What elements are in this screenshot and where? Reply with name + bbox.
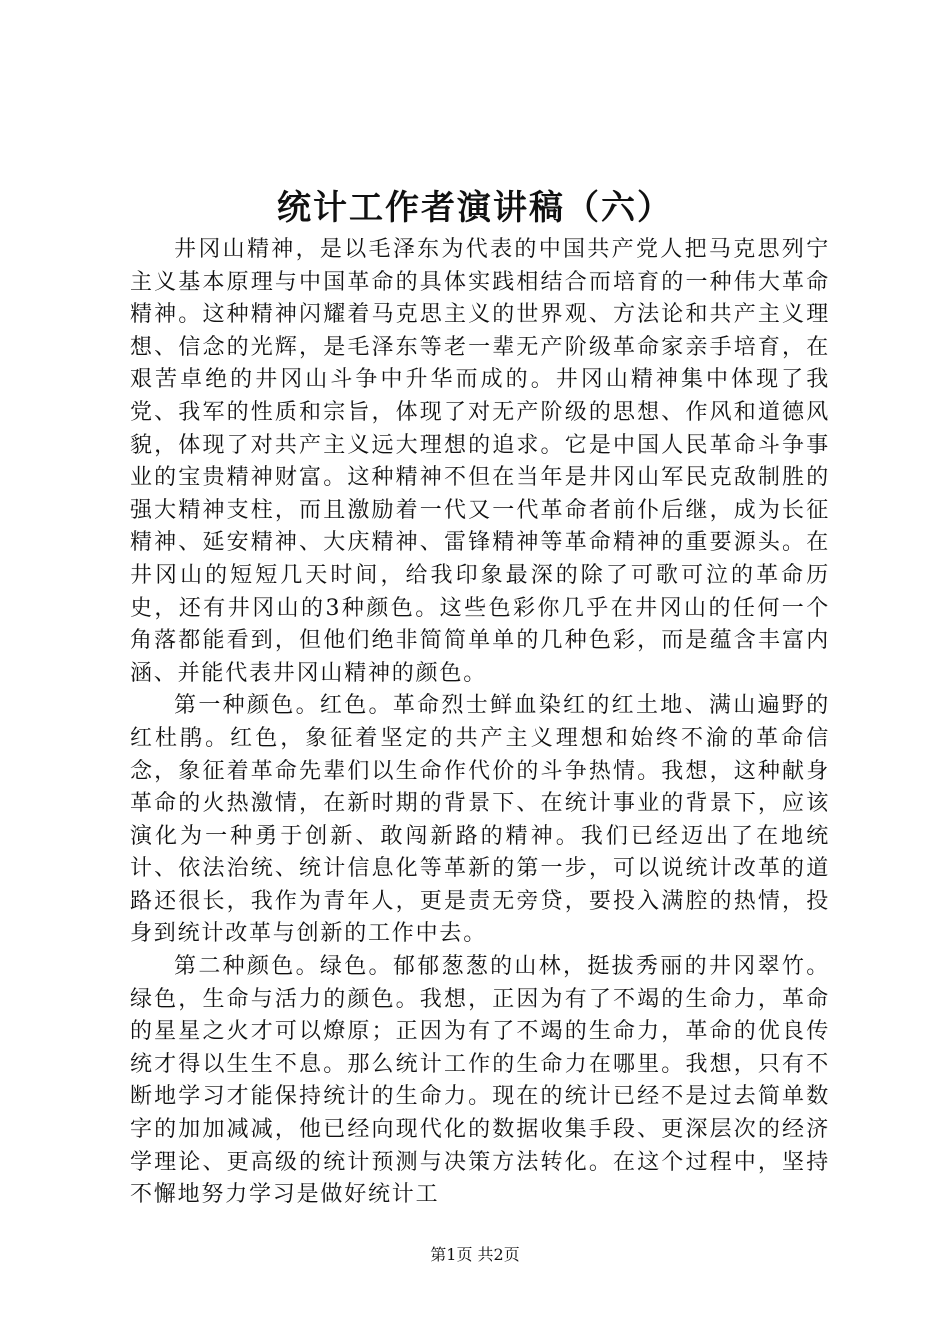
document-body xyxy=(130,234,830,1212)
paragraph: 井冈山精神，是以毛泽东为代表的中国共产党人把马克思列宁主义基本原理与中国革命的具体实践相结合而培育的一种伟大革命精神。这种精神闪耀着马克思主义的世界观、方法论和共产主义理想、信念的光辉，是毛泽东等老一辈无产阶级革命家亲手培育，在艰苦卓绝的井冈山斗争中升华而成的。井冈山精神集中体现了我党、我军的性质和宗旨，体现了对无产阶级的思想、作风和道德风貌，体现了对共产主义远大理想的追求。它是中国人民革命斗争事业的宝贵精神财富。这种精神不但在当年是井冈山军民克敌制胜的强大精神支柱，而且激励着一代又一代革命者前仆后继，成为长征精神、延安精神、大庆精神、雷锋精神等革命精神的重要源头。在井冈山的短短几天时间，给我印象最深的除了可歌可泣的革命历史，还有井冈山的3种颜色。这些色彩你几乎在井冈山的任何一个角落都能看到，但他们绝非简简单单的几种色彩，而是蕴含丰富内涵、并能代表井冈山精神的颜色。 xyxy=(130,237,830,686)
paragraph: 第一种颜色。红色。革命烈士鲜血染红的红土地、满山遍野的红杜鹃。红色，象征着坚定的共产主义理想和始终不渝的革命信念，象征着革命先辈们以生命作代价的斗争热情。我想，这种献身革命的火热激情，在新时期的背景下、在统计事业的背景下，应该演化为一种勇于创新、敢闯新路的精神。我们已经迈出了在地统计、依法治统、统计信息化等革新的第一步，可以说统计改革的道路还很长，我作为青年人，更是责无旁贷，要投入满腔的热情，投身到统计改革与创新的工作中去。 xyxy=(130,693,830,947)
paragraph: 第二种颜色。绿色。郁郁葱葱的山林，挺拔秀丽的井冈翠竹。绿色，生命与活力的颜色。我想，正因为有了不竭的生命力，革命的星星之火才可以燎原；正因为有了不竭的生命力，革命的优良传统才得以生生不息。那么统计工作的生命力在哪里。我想，只有不断地学习才能保持统计的生命力。现在的统计已经不是过去简单数字的加加减减，他已经向现代化的数据收集手段、更深层次的经济学理论、更高级的统计预测与决策方法转化。在这个过程中，坚持不懈地努力学习是做好统计工 xyxy=(130,954,830,1208)
document-title: 统计工作者演讲稿（六） xyxy=(277,188,673,228)
page-number-footer: 第1页 共2页 xyxy=(430,1245,520,1264)
